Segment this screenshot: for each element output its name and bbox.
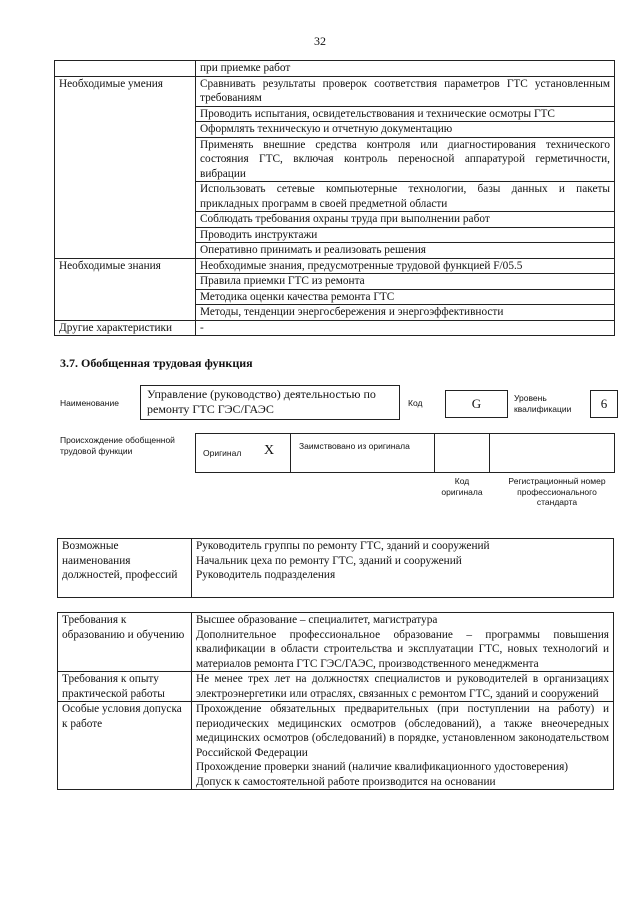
- table-row: [58, 702, 614, 790]
- experience-label: Требования к опыту практической работы: [58, 672, 192, 702]
- row-item: Оформлять техническую и отчетную документацию: [196, 122, 615, 138]
- level-label: Уровень квалификации: [514, 393, 572, 414]
- special-conditions-value: [192, 702, 614, 790]
- table-row: [55, 76, 615, 106]
- list-item: Допуск к самостоятельной работе производится на основании: [196, 775, 496, 788]
- list-item: Не менее трех лет на должностях специалистов и руководителей в организациях электроэнергетики или отраслях, связанных с ремонтом ГТС, зданий и сооружений: [196, 673, 609, 700]
- positions-table: [57, 538, 614, 598]
- row-label: [55, 61, 196, 77]
- row-item: Методы, тенденции энергосбережения и энергоэффективности: [196, 305, 615, 321]
- row-item: Методика оценки качества ремонта ГТС: [196, 289, 615, 305]
- name-value: Управление (руководство) деятельностью по ремонту ГТС ГЭС/ГАЭС: [147, 387, 376, 416]
- code-label: Код: [408, 398, 423, 408]
- table-row: [58, 613, 614, 672]
- positions-label: Возможные наименования должностей, профессий: [58, 539, 192, 598]
- name-label: Наименование: [60, 398, 119, 408]
- requirements-table: [57, 612, 614, 790]
- education-label: Требования к образованию и обучению: [58, 613, 192, 672]
- list-item: Прохождение проверки знаний (наличие квалификационного удостоверения): [196, 761, 569, 773]
- row-item: Проводить инструктажи: [196, 227, 615, 243]
- row-label-skills: Необходимые умения: [55, 76, 196, 258]
- origin-divider-2: [434, 433, 435, 472]
- row-item: Применять внешние средства контроля или диагностирования технического состояния ГТС, включая контроль переносной аппаратурой герметичности, вибрации: [196, 137, 615, 182]
- row-item: Правила приемки ГТС из ремонта: [196, 274, 615, 290]
- row-label-other: Другие характеристики: [55, 320, 196, 336]
- row-item: при приемке работ: [196, 61, 615, 77]
- special-conditions-label: Особые условия допуска к работе: [58, 702, 192, 790]
- list-item: Дополнительное профессиональное образование – программы повышения квалификации в области строительства и эксплуатации ГТС, новых технологий и материалов ремонта ГТС ГЭС/ГАЭС, производственного менеджмента: [196, 628, 609, 670]
- table-row: [55, 61, 615, 77]
- original-label: Оригинал: [203, 448, 242, 458]
- origin-divider-3: [489, 433, 490, 472]
- row-item: -: [196, 320, 615, 336]
- row-item: Соблюдать требования охраны труда при выполнении работ: [196, 212, 615, 228]
- list-item: Высшее образование – специалитет, магистратура: [196, 614, 438, 626]
- row-item: Оперативно принимать и реализовать решения: [196, 243, 615, 259]
- borrowed-label: Заимствовано из оригинала: [299, 441, 410, 451]
- skills-knowledge-table: [54, 60, 615, 336]
- code-value: G: [445, 390, 508, 418]
- section-title: 3.7. Обобщенная трудовая функция: [60, 356, 253, 370]
- table-row: [55, 258, 615, 274]
- list-item: Руководитель группы по ремонту ГТС, зданий и сооружений: [196, 540, 490, 552]
- original-mark: X: [264, 443, 275, 458]
- name-value-box: [140, 385, 400, 420]
- positions-list: [192, 539, 614, 598]
- origin-divider-1: [290, 433, 291, 472]
- table-row: [58, 672, 614, 702]
- row-item: Необходимые знания, предусмотренные трудовой функцией F/05.5: [196, 258, 615, 274]
- experience-value: [192, 672, 614, 702]
- table-row: [55, 320, 615, 336]
- level-value: 6: [590, 390, 618, 418]
- row-label-knowledge: Необходимые знания: [55, 258, 196, 320]
- list-item: Начальник цеха по ремонту ГТС, зданий и сооружений: [196, 554, 462, 567]
- education-value: [192, 613, 614, 672]
- row-item: Сравнивать результаты проверок соответствия параметров ГТС установленным требованиям: [196, 76, 615, 106]
- list-item: Прохождение обязательных предварительных (при поступлении на работу) и периодических медицинских осмотров (обследований), а также внеочередных медицинских осмотров (обследований) в порядке, установленном законодательством Российской Федерации: [196, 703, 609, 759]
- row-item: Использовать сетевые компьютерные технологии, базы данных и пакеты прикладных программ в своей предметной области: [196, 182, 615, 212]
- reg-number-caption: Регистрационный номер профессионального стандарта: [508, 476, 606, 507]
- code-original-caption: Код оригинала: [441, 476, 483, 497]
- row-item: Проводить испытания, освидетельствования и технические осмотры ГТС: [196, 106, 615, 122]
- page-number: 32: [314, 34, 326, 48]
- origin-label: Происхождение обобщенной трудовой функции: [60, 435, 175, 456]
- list-item: Руководитель подразделения: [196, 569, 336, 581]
- origin-box: [195, 433, 615, 473]
- table-row: [58, 539, 614, 598]
